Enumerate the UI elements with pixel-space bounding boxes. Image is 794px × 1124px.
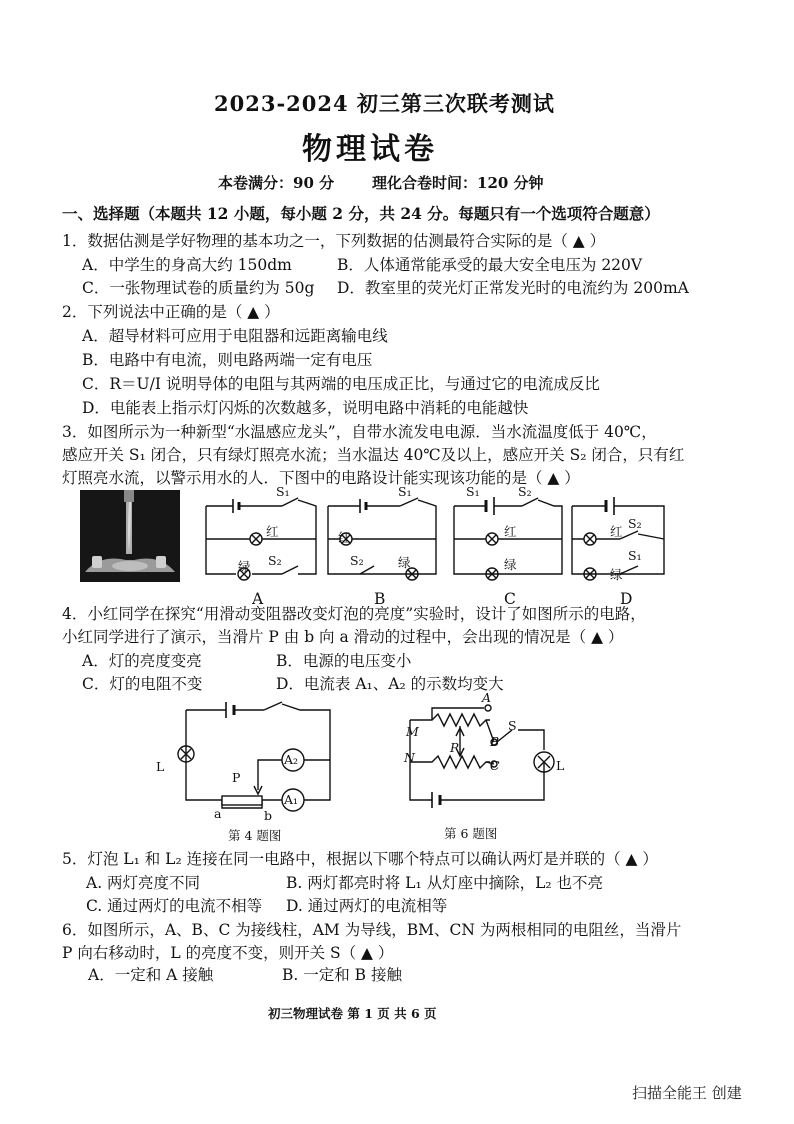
q4-lamp-label: L xyxy=(156,759,165,774)
q4-option-a: A．灯的亮度变亮 xyxy=(82,652,202,670)
page-footer: 初三物理试卷 第 1 页 共 6 页 xyxy=(268,1006,437,1021)
q4-circuit-figure xyxy=(170,696,340,824)
section-heading: 一、选择题（本题共 12 小题，每小题 2 分，共 24 分。每题只有一个选项符合题意） xyxy=(62,204,660,223)
q5-option-a: A. 两灯亮度不同 xyxy=(86,874,201,892)
q1-option-b: B．人体通常能承受的最大安全电压为 220V xyxy=(337,256,643,274)
circ-a-label: A xyxy=(252,590,264,608)
time-info: 理化合卷时间：120 分钟 xyxy=(372,174,544,192)
faucet-image xyxy=(80,490,180,582)
circ-b-s2: S₂ xyxy=(350,553,364,568)
q6-point-n: N xyxy=(404,750,415,765)
q4-ammeter-a2: A₂ xyxy=(284,752,299,767)
exam-title: 2023-2024 初三第三次联考测试 xyxy=(214,91,555,116)
q2-option-c: C．R＝U/I 说明导体的电阻与其两端的电压成正比，与通过它的电流成反比 xyxy=(82,375,600,393)
circ-b-green: 绿 xyxy=(398,555,411,570)
q6-terminal-b: B xyxy=(490,734,500,749)
q6-fig-caption: 第 6 题图 xyxy=(444,826,498,841)
scanner-watermark: 扫描全能王 创建 xyxy=(632,1084,742,1102)
q4-line1: 4．小红同学在探究“用滑动变阻器改变灯泡的亮度”实验时，设计了如图所示的电路， xyxy=(62,605,646,623)
q6-line2: P 向右移动时，L 的亮度不变，则开关 S（ ▲ ） xyxy=(62,944,394,962)
subject-title: 物理试卷 xyxy=(302,132,438,167)
q5-stem: 5．灯泡 L₁ 和 L₂ 连接在同一电路中，根据以下哪个特点可以确认两灯是并联的（ ▲ ） xyxy=(62,850,658,868)
circ-d-s1: S₁ xyxy=(628,548,642,563)
q6-option-a: A．一定和 A 接触 xyxy=(88,966,214,984)
circuit-a xyxy=(206,498,316,580)
circ-c-red: 红 xyxy=(504,524,517,539)
q3-line2: 感应开关 S₁ 闭合，只有绿灯照亮水流；当水温达 40℃及以上，感应开关 S₂ 闭合，只有红 xyxy=(62,446,685,464)
q1-option-d: D．教室里的荧光灯正常发光时的电流约为 200mA xyxy=(337,279,689,297)
q5-option-c: C. 通过两灯的电流不相等 xyxy=(86,897,263,915)
circ-c-green: 绿 xyxy=(504,557,517,572)
q3-line3: 灯照亮水流，以警示用水的人．下图中的电路设计能实现该功能的是（ ▲ ） xyxy=(62,469,580,487)
q5-option-b: B. 两灯都亮时将 L₁ 从灯座中摘除，L₂ 也不亮 xyxy=(286,874,604,892)
circ-d-green: 绿 xyxy=(610,567,623,582)
q6-point-m: M xyxy=(406,724,419,739)
q3-line1: 3．如图所示为一种新型“水温感应龙头”，自带水流发电电源．当水流温度低于 40℃， xyxy=(62,423,657,441)
circ-a-green: 绿 xyxy=(238,559,251,574)
q4-ammeter-a1: A₁ xyxy=(284,792,299,807)
circ-b-red: 红 xyxy=(338,530,351,545)
q6-terminal-c: C xyxy=(490,758,500,773)
q1-option-c: C．一张物理试卷的质量约为 50g xyxy=(82,279,315,297)
q2-option-b: B．电路中有电流，则电路两端一定有电压 xyxy=(82,351,373,369)
q6-option-b: B. 一定和 B 接触 xyxy=(282,966,402,984)
q4-line2: 小红同学进行了演示，当滑片 P 由 b 向 a 滑动的过程中，会出现的情况是（ ▲ ） xyxy=(62,628,624,646)
circ-d-label: D xyxy=(620,590,633,608)
q6-circuit-figure xyxy=(398,690,570,818)
q6-line1: 6．如图所示，A、B、C 为接线柱，AM 为导线，BM、CN 为两根相同的电阻丝，当滑片 xyxy=(62,921,682,939)
score-info: 本卷满分：90 分 xyxy=(218,174,335,192)
q2-option-a: A．超导材料可应用于电阻器和远距离输电线 xyxy=(82,327,388,345)
q6-terminal-a: A xyxy=(482,690,492,705)
circ-b-s1: S₁ xyxy=(398,484,412,499)
circ-a-s1: S₁ xyxy=(276,484,290,499)
q6-slider-p: P xyxy=(450,740,459,755)
q6-switch-s: S xyxy=(508,718,517,733)
q2-stem: 2．下列说法中正确的是（ ▲ ） xyxy=(62,303,280,321)
q1-stem: 1．数据估测是学好物理的基本功之一，下列数据的估测最符合实际的是（ ▲ ） xyxy=(62,232,606,250)
circ-c-s2: S₂ xyxy=(518,484,532,499)
circ-d-red: 红 xyxy=(610,524,623,539)
q2-option-d: D．电能表上指示灯闪烁的次数越多，说明电路中消耗的电能越快 xyxy=(82,399,529,417)
circ-d-s2: S₂ xyxy=(628,516,642,531)
q5-option-d: D. 通过两灯的电流相等 xyxy=(286,897,448,915)
q3-circuit-diagrams xyxy=(198,484,668,602)
q1-option-a: A．中学生的身高大约 150dm xyxy=(82,256,292,274)
q4-end-a-label: a xyxy=(214,806,222,821)
q4-option-b: B．电源的电压变小 xyxy=(276,652,412,670)
faucet-photo xyxy=(80,490,180,582)
circ-c-label: C xyxy=(504,590,516,608)
circ-a-s2: S₂ xyxy=(268,553,282,568)
q4-fig-caption: 第 4 题图 xyxy=(228,828,282,843)
circ-b-label: B xyxy=(374,590,386,608)
q4-option-c: C．灯的电阻不变 xyxy=(82,675,203,693)
q6-lamp-l: L xyxy=(556,758,565,773)
q4-slider-label: P xyxy=(232,770,241,785)
q4-end-b-label: b xyxy=(264,808,273,823)
q4-option-d: D．电流表 A₁、A₂ 的示数均变大 xyxy=(276,675,504,693)
circ-a-red: 红 xyxy=(266,524,279,539)
circ-c-s1: S₁ xyxy=(466,484,480,499)
